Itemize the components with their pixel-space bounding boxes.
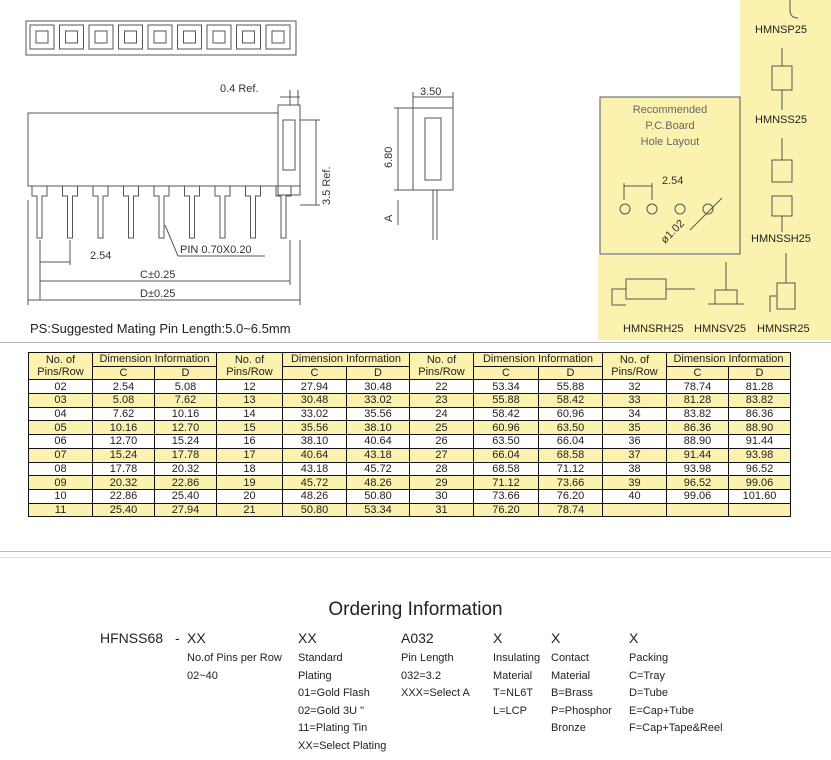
header-c: C xyxy=(93,366,155,380)
top-view-cell-inner xyxy=(272,31,284,43)
hmnsv25-sketch xyxy=(715,290,737,304)
dim-3.5-ref: 3.5 Ref. xyxy=(321,166,333,205)
dim-A: A xyxy=(383,214,395,222)
table-cell: 23 xyxy=(410,394,474,408)
table-cell: 25.40 xyxy=(93,503,155,517)
dim-d: D±0.25 xyxy=(140,288,176,300)
table-cell: 83.82 xyxy=(667,407,729,421)
table-cell xyxy=(667,503,729,517)
ordering-line: 02=Gold 3U " xyxy=(298,704,364,717)
table-cell: 12.70 xyxy=(155,421,217,435)
hmnssh25-sketch xyxy=(772,160,792,182)
table-cell: 60.96 xyxy=(539,407,603,421)
ordering-line: XX=Select Plating xyxy=(298,739,387,752)
ordering-col3 xyxy=(401,650,470,703)
table-cell: 5.08 xyxy=(93,394,155,408)
table-cell: 7.62 xyxy=(93,407,155,421)
ordering-dash: - xyxy=(175,630,180,646)
table-cell: 81.28 xyxy=(729,380,791,394)
table-cell: 35.56 xyxy=(283,421,347,435)
table-cell: 101.60 xyxy=(729,489,791,503)
table-cell: 12.70 xyxy=(93,435,155,449)
ordering-line: Contact xyxy=(551,652,589,664)
table-cell: 81.28 xyxy=(667,394,729,408)
table-cell xyxy=(729,503,791,517)
table-cell: 55.88 xyxy=(539,380,603,394)
table-cell: 66.04 xyxy=(539,435,603,449)
table-cell: 73.66 xyxy=(474,489,539,503)
ordering-line: P=Phosphor xyxy=(551,704,612,717)
header-c: C xyxy=(283,366,347,380)
table-cell: 63.50 xyxy=(539,421,603,435)
table-row xyxy=(29,380,791,394)
table-cell: 25.40 xyxy=(155,489,217,503)
table-cell: 14 xyxy=(217,407,283,421)
top-view-cell xyxy=(237,25,261,49)
table-cell: 50.80 xyxy=(283,503,347,517)
table-cell: 16 xyxy=(217,435,283,449)
mating-pin-note: PS:Suggested Mating Pin Length:5.0~6.5mm xyxy=(30,321,291,336)
ordering-line: E=Cap+Tube xyxy=(629,704,695,717)
header-pins: No. of Pins/Row xyxy=(217,353,283,380)
table-cell: 09 xyxy=(29,476,93,490)
top-view-cell xyxy=(178,25,202,49)
header-pins: No. of Pins/Row xyxy=(410,353,474,380)
table-cell: 17.78 xyxy=(155,448,217,462)
table-cell: 03 xyxy=(29,394,93,408)
pin xyxy=(185,186,200,238)
table-cell: 76.20 xyxy=(539,489,603,503)
table-cell xyxy=(603,503,667,517)
ordering-part: HFNSS68 xyxy=(100,630,164,646)
table-cell: 99.06 xyxy=(729,476,791,490)
top-view-strip xyxy=(26,21,296,55)
side-view-pins xyxy=(32,186,291,238)
table-cell: 35.56 xyxy=(347,407,410,421)
table-cell: 45.72 xyxy=(347,462,410,476)
table-cell: 83.82 xyxy=(729,394,791,408)
ordering-col5-code: X xyxy=(551,630,561,646)
pin xyxy=(246,186,261,238)
ordering-line: Packing xyxy=(629,652,669,664)
dim-6.80: 6.80 xyxy=(383,146,395,168)
ordering-line: Material xyxy=(493,669,533,682)
ordering-line: XXX=Select A xyxy=(401,687,470,699)
ordering-line: F=Cap+Tape&Reel xyxy=(629,722,723,734)
table-row xyxy=(29,476,791,490)
table-cell: 88.90 xyxy=(729,421,791,435)
table-cell: 32 xyxy=(603,380,667,394)
top-view-cell xyxy=(207,25,231,49)
table-cell: 43.18 xyxy=(283,462,347,476)
table-cell: 60.96 xyxy=(474,421,539,435)
table-row xyxy=(29,407,791,421)
table-cell: 07 xyxy=(29,448,93,462)
table-row xyxy=(29,421,791,435)
table-cell: 53.34 xyxy=(474,380,539,394)
table-cell: 15 xyxy=(217,421,283,435)
table-cell: 88.90 xyxy=(667,435,729,449)
ordering-col4-code: X xyxy=(493,630,503,646)
header-dimension: Dimension Information xyxy=(667,353,791,367)
table-cell: 93.98 xyxy=(667,462,729,476)
part-name-hmnsr25: HMNSR25 xyxy=(757,323,810,335)
table-cell: 36 xyxy=(603,435,667,449)
table-cell: 38.10 xyxy=(347,421,410,435)
part-name-hmnsv25: HMNSV25 xyxy=(694,323,746,335)
table-cell: 96.52 xyxy=(667,476,729,490)
pcb-dim-2.54: 2.54 xyxy=(662,175,684,187)
pin xyxy=(93,186,108,238)
hmnss25-sketch xyxy=(772,66,792,90)
pin xyxy=(124,186,139,238)
pin xyxy=(215,186,230,238)
table-cell: 05 xyxy=(29,421,93,435)
top-view-cell-inner xyxy=(243,31,255,43)
ordering-col1 xyxy=(187,650,282,685)
part-name-hmnss25: HMNSS25 xyxy=(755,114,807,126)
table-cell: 19 xyxy=(217,476,283,490)
table-cell: 13 xyxy=(217,394,283,408)
table-cell: 53.34 xyxy=(347,503,410,517)
part-name-hmnsp25: HMNSP25 xyxy=(755,24,807,36)
table-cell: 24 xyxy=(410,407,474,421)
header-d: D xyxy=(539,366,603,380)
table-cell: 78.74 xyxy=(539,503,603,517)
top-view-cell-inner xyxy=(125,31,137,43)
top-view-cell xyxy=(60,25,84,49)
table-cell: 50.80 xyxy=(347,489,410,503)
side-view-housing xyxy=(28,113,278,186)
table-cell: 30.48 xyxy=(347,380,410,394)
table-cell: 17.78 xyxy=(93,462,155,476)
table-cell: 55.88 xyxy=(474,394,539,408)
table-cell: 20.32 xyxy=(93,476,155,490)
table-cell: 86.36 xyxy=(729,407,791,421)
top-view-cells xyxy=(30,25,290,49)
ordering-line: Standard xyxy=(298,652,343,664)
top-view-cell xyxy=(89,25,113,49)
top-view-cell xyxy=(266,25,290,49)
ordering-line: L=LCP xyxy=(493,704,527,717)
table-cell: 11 xyxy=(29,503,93,517)
top-view-cell-inner xyxy=(213,31,225,43)
top-view-cell xyxy=(119,25,143,49)
top-view-cell-inner xyxy=(95,31,107,43)
top-view-cell-inner xyxy=(66,31,78,43)
ordering-line: 032=3.2 xyxy=(401,669,442,682)
table-cell: 22.86 xyxy=(155,476,217,490)
table-cell: 48.26 xyxy=(283,489,347,503)
table-cell: 10.16 xyxy=(155,407,217,421)
table-cell: 5.08 xyxy=(155,380,217,394)
ordering-line: Bronze xyxy=(551,722,586,734)
table-cell: 71.12 xyxy=(474,476,539,490)
ordering-col5 xyxy=(551,650,612,738)
ordering-col6-code: X xyxy=(629,630,639,646)
table-cell: 63.50 xyxy=(474,435,539,449)
dim-c: C±0.25 xyxy=(140,269,176,281)
table-cell: 22 xyxy=(410,380,474,394)
table-cell: 7.62 xyxy=(155,394,217,408)
table-cell: 33.02 xyxy=(347,394,410,408)
header-d: D xyxy=(729,366,791,380)
table-cell: 39 xyxy=(603,476,667,490)
header-dimension: Dimension Information xyxy=(93,353,217,367)
hmnsr25-sketch xyxy=(777,283,795,309)
top-view-cell-inner xyxy=(36,31,48,43)
table-row xyxy=(29,394,791,408)
ordering-line: T=NL6T xyxy=(493,687,534,699)
pcb-label-2: P.C.Board xyxy=(645,120,695,132)
table-cell: 68.58 xyxy=(474,462,539,476)
top-view-cell xyxy=(148,25,172,49)
header-c: C xyxy=(474,366,539,380)
table-cell: 2.54 xyxy=(93,380,155,394)
table-cell: 40.64 xyxy=(347,435,410,449)
pcb-label-3: Hole Layout xyxy=(640,136,700,148)
ordering-line: Insulating xyxy=(493,652,541,664)
table-cell: 68.58 xyxy=(539,448,603,462)
table-row xyxy=(29,462,791,476)
dim-2.54: 2.54 xyxy=(90,250,112,262)
ordering-line: 11=Plating Tin xyxy=(298,722,368,734)
table-cell: 93.98 xyxy=(729,448,791,462)
part-name-hmnssh25: HMNSSH25 xyxy=(751,233,811,245)
table-cell: 45.72 xyxy=(283,476,347,490)
table-cell: 10 xyxy=(29,489,93,503)
table-cell: 20 xyxy=(217,489,283,503)
table-cell: 48.26 xyxy=(347,476,410,490)
pcb-label-1: Recommended xyxy=(632,104,708,116)
table-row xyxy=(29,489,791,503)
header-d: D xyxy=(347,366,410,380)
ordering-line: C=Tray xyxy=(629,669,665,682)
table-cell: 12 xyxy=(217,380,283,394)
ordering-line: 01=Gold Flash xyxy=(298,687,370,699)
table-cell: 76.20 xyxy=(474,503,539,517)
part-name-hmnsrh25: HMNSRH25 xyxy=(623,323,684,335)
end-view-housing xyxy=(413,108,453,190)
table-cell: 38 xyxy=(603,462,667,476)
table-cell: 15.24 xyxy=(155,435,217,449)
ordering-line: Material xyxy=(551,669,591,682)
dim-0.4-ref: 0.4 Ref. xyxy=(220,83,259,95)
table-cell: 10.16 xyxy=(93,421,155,435)
table-cell: 40.64 xyxy=(283,448,347,462)
pcb-hole-dia: ø1.02 xyxy=(658,217,688,247)
table-cell: 25 xyxy=(410,421,474,435)
table-cell: 91.44 xyxy=(729,435,791,449)
ordering-title: Ordering Information xyxy=(328,599,503,620)
table-cell: 20.32 xyxy=(155,462,217,476)
table-cell: 08 xyxy=(29,462,93,476)
top-view-cell-inner xyxy=(154,31,166,43)
table-cell: 17 xyxy=(217,448,283,462)
technical-drawing xyxy=(0,0,831,342)
ordering-col3-code: A032 xyxy=(401,630,434,646)
table-cell: 28 xyxy=(410,462,474,476)
table-cell: 29 xyxy=(410,476,474,490)
table-cell: 35 xyxy=(603,421,667,435)
table-cell: 26 xyxy=(410,435,474,449)
table-cell: 37 xyxy=(603,448,667,462)
pin xyxy=(32,186,47,238)
ordering-line: Pin Length xyxy=(401,652,454,664)
table-cell: 86.36 xyxy=(667,421,729,435)
table-cell: 15.24 xyxy=(93,448,155,462)
table-cell: 40 xyxy=(603,489,667,503)
header-pins: No. of Pins/Row xyxy=(603,353,667,380)
header-pins: No. of Pins/Row xyxy=(29,353,93,380)
table-row xyxy=(29,503,791,517)
table-cell: 33.02 xyxy=(283,407,347,421)
ordering-line: B=Brass xyxy=(551,687,593,699)
table-cell: 58.42 xyxy=(539,394,603,408)
table-row xyxy=(29,448,791,462)
table-cell: 06 xyxy=(29,435,93,449)
table-cell: 43.18 xyxy=(347,448,410,462)
ordering-col4 xyxy=(493,650,540,720)
ordering-col1-code: XX xyxy=(187,630,206,646)
ordering-line: 02~40 xyxy=(187,669,218,682)
top-view-cell xyxy=(30,25,54,49)
table-cell: 30.48 xyxy=(283,394,347,408)
top-view-cell-inner xyxy=(184,31,196,43)
header-dimension: Dimension Information xyxy=(283,353,410,367)
ordering-col2-code: XX xyxy=(298,630,317,646)
table-cell: 91.44 xyxy=(667,448,729,462)
table-cell: 33 xyxy=(603,394,667,408)
table-cell: 66.04 xyxy=(474,448,539,462)
table-cell: 22.86 xyxy=(93,489,155,503)
table-cell: 27.94 xyxy=(155,503,217,517)
dim-3.50: 3.50 xyxy=(420,86,442,98)
ordering-col6 xyxy=(629,650,723,738)
table-cell: 38.10 xyxy=(283,435,347,449)
divider xyxy=(0,557,831,558)
table-cell: 96.52 xyxy=(729,462,791,476)
ordering-line: Plating xyxy=(298,669,332,682)
hmnsp25-sketch xyxy=(790,0,798,18)
table-cell: 04 xyxy=(29,407,93,421)
header-d: D xyxy=(155,366,217,380)
table-cell: 27.94 xyxy=(283,380,347,394)
table-cell: 31 xyxy=(410,503,474,517)
ordering-line: No.of Pins per Row xyxy=(187,652,282,664)
header-c: C xyxy=(667,366,729,380)
header-dimension: Dimension Information xyxy=(474,353,603,367)
table-cell: 99.06 xyxy=(667,489,729,503)
table-cell: 27 xyxy=(410,448,474,462)
table-cell: 58.42 xyxy=(474,407,539,421)
table-cell: 34 xyxy=(603,407,667,421)
hmnsrh25-sketch xyxy=(626,279,666,299)
table-cell: 02 xyxy=(29,380,93,394)
table-row xyxy=(29,435,791,449)
table-cell: 21 xyxy=(217,503,283,517)
ordering-line: D=Tube xyxy=(629,687,669,699)
ordering-col2 xyxy=(298,650,386,755)
dim-pin: PIN 0.70X0.20 xyxy=(180,244,252,256)
table-cell: 78.74 xyxy=(667,380,729,394)
pin xyxy=(63,186,78,238)
table-cell: 30 xyxy=(410,489,474,503)
table-cell: 71.12 xyxy=(539,462,603,476)
dimension-table xyxy=(28,352,791,517)
table-cell: 73.66 xyxy=(539,476,603,490)
table-cell: 18 xyxy=(217,462,283,476)
